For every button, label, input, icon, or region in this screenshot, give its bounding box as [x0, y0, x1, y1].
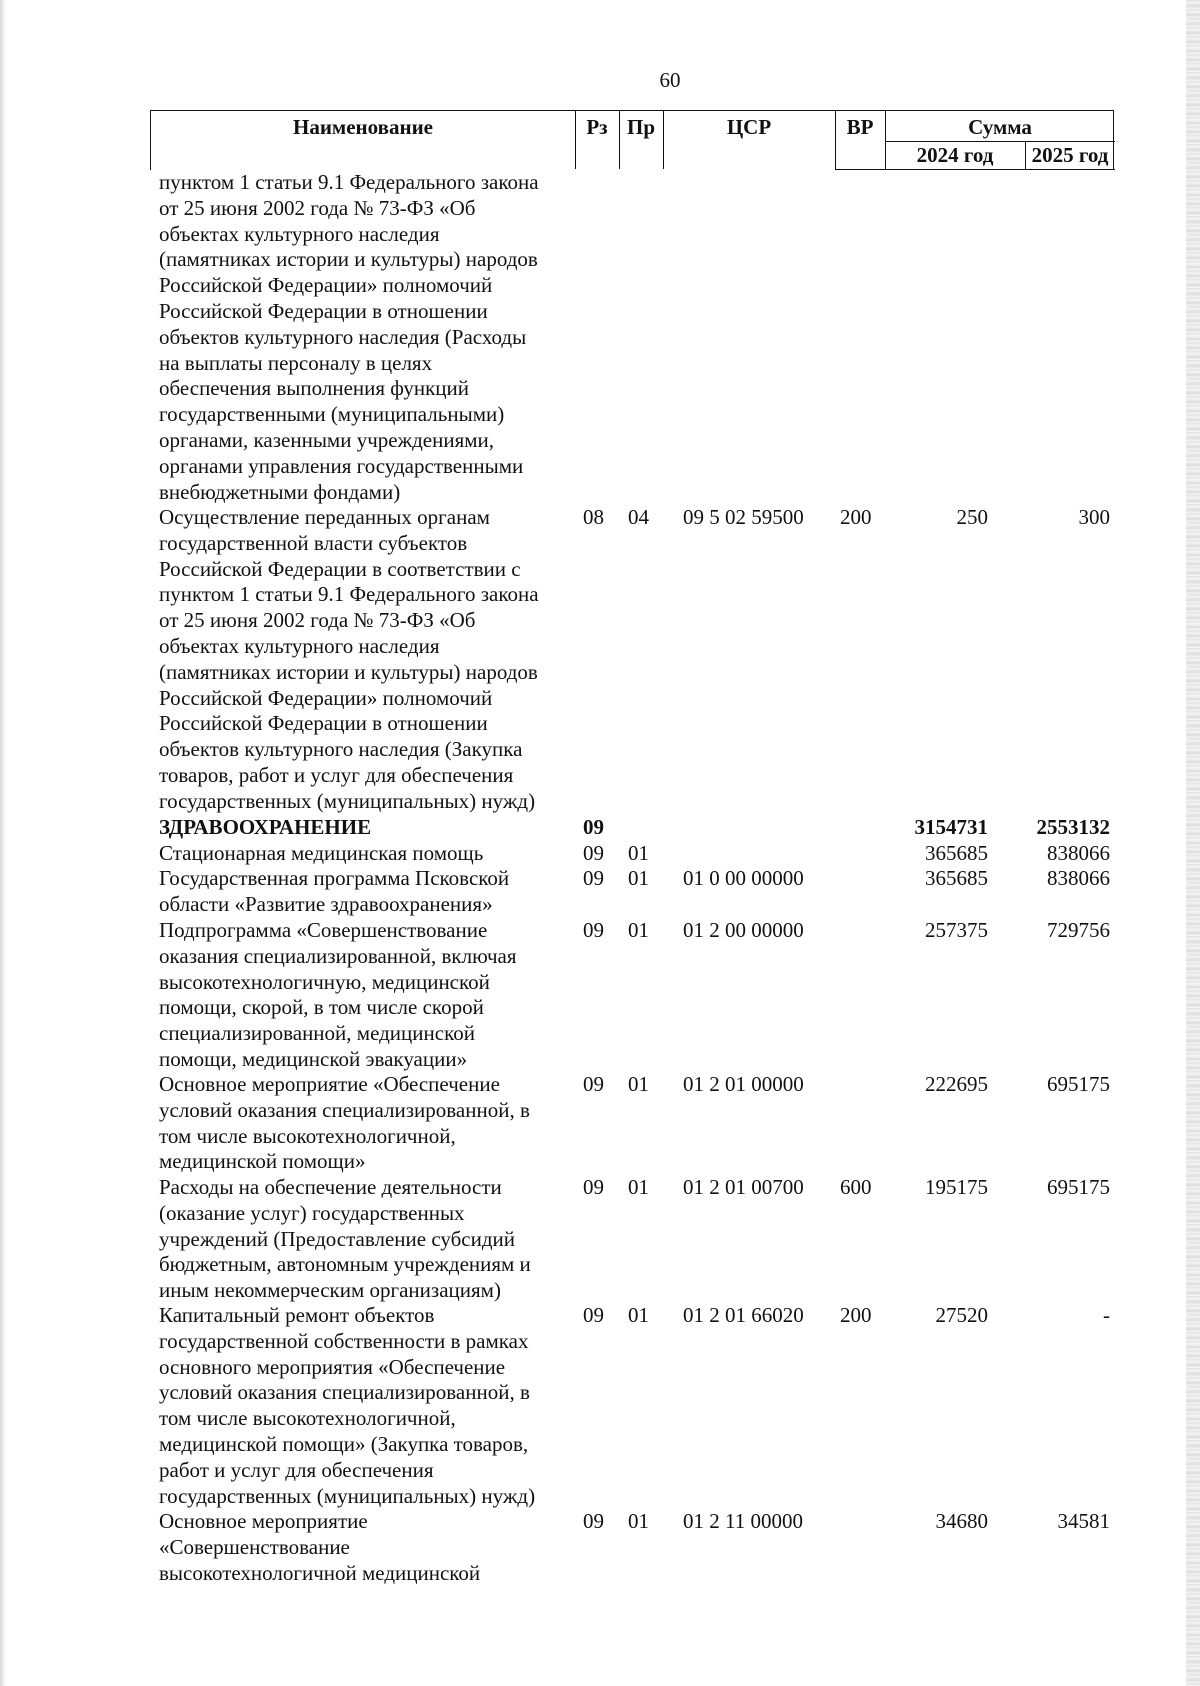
row-sum-2025: 729756 [1047, 918, 1110, 942]
scan-edge-right [1186, 0, 1200, 1686]
row-vr: 200 [840, 1303, 872, 1327]
row-name: Основное мероприятие «Совершенствование высокотехнологичной медицинской [159, 1509, 481, 1585]
row-rz: 09 [583, 866, 604, 890]
header-divider [885, 141, 1115, 142]
row-name: Осуществление переданных органам государственной власти субъектов Российской Федерации в соответствии с пунктом 1 статьи 9.1 Федерального закона от 25 июня 2002 года № 73-ФЗ «Об объектах культурного наследия (памятниках истории и культуры) народов Российской Федерации» полномочий Российской Федерации в отношении объектов культурного наследия (Закупка товаров, работ и услуг для обеспечения государственных (муниципальных) нужд) [159, 505, 539, 813]
row-csr: 01 2 01 00000 [683, 1072, 804, 1096]
header-year-2024: 2024 год [916, 143, 994, 167]
row-vr: 200 [840, 505, 872, 529]
row-csr: 01 2 01 66020 [683, 1303, 804, 1327]
header-name: Наименование [293, 115, 433, 139]
row-pr: 01 [628, 1303, 649, 1327]
row-sum-2025: 838066 [1047, 866, 1110, 890]
header-csr: ЦСР [726, 115, 772, 139]
row-sum-2024: 250 [956, 505, 988, 529]
header-pr: Пр [626, 115, 655, 139]
row-csr: 09 5 02 59500 [683, 505, 804, 529]
row-name: Капитальный ремонт объектов государственной собственности в рамках основного мероприятия «Обеспечение условий оказания специализированной, в том числе высокотехнологичной, медицинской помощи» (Закупка товаров, работ и услуг для обеспечения государственных (муниципальных) нужд) [159, 1303, 536, 1508]
row-pr: 04 [628, 505, 649, 529]
row-pr: 01 [628, 866, 649, 890]
row-pr: 01 [628, 1072, 649, 1096]
row-rz: 08 [583, 505, 604, 529]
row-rz: 09 [583, 815, 604, 839]
row-sum-2024: 365685 [925, 866, 988, 890]
row-sum-2024: 365685 [925, 841, 988, 865]
row-sum-2025: 34581 [1057, 1509, 1110, 1533]
header-sum: Сумма [968, 115, 1032, 139]
row-csr: 01 2 11 00000 [683, 1509, 803, 1533]
row-rz: 09 [583, 1175, 604, 1199]
row-csr: 01 0 00 00000 [683, 866, 804, 890]
row-sum-2025: 695175 [1047, 1175, 1110, 1199]
scan-edge-left [0, 0, 6, 1686]
row-sum-2025: - [1103, 1303, 1110, 1327]
row-name: Расходы на обеспечение деятельности (оказание услуг) государственных учреждений (Предоставление субсидий бюджетным, автономным учреждениям и иным некоммерческим организациям) [159, 1175, 531, 1303]
header-divider [835, 169, 1115, 170]
row-pr: 01 [628, 918, 649, 942]
row-csr: 01 2 00 00000 [683, 918, 804, 942]
row-sum-2025: 2553132 [1036, 815, 1110, 839]
row-rz: 09 [583, 1303, 604, 1327]
row-name: ЗДРАВООХРАНЕНИЕ [159, 815, 372, 839]
table-header [150, 110, 1114, 170]
row-pr: 01 [628, 1175, 649, 1199]
row-pr: 01 [628, 1509, 649, 1533]
row-sum-2025: 838066 [1047, 841, 1110, 865]
row-sum-2024: 27520 [935, 1303, 988, 1327]
row-rz: 09 [583, 1072, 604, 1096]
page-number: 60 [659, 68, 681, 92]
row-sum-2024: 34680 [935, 1509, 988, 1533]
row-name: пунктом 1 статьи 9.1 Федерального закона от 25 июня 2002 года № 73-ФЗ «Об объектах культурного наследия (памятниках истории и культуры) народов Российской Федерации» полномочий Российской Федерации в отношении объектов культурного наследия (Расходы на выплаты персоналу в целях обеспечения выполнения функций государственными (муниципальными) органами, казенными учреждениями, органами управления государственными внебюджетными фондами) [159, 170, 539, 504]
row-sum-2024: 3154731 [914, 815, 988, 839]
row-name: Подпрограмма «Совершенствование оказания специализированной, включая высокотехнологичную, медицинской помощи, скорой, в том числе скорой специализированной, медицинской помощи, медицинской эвакуации» [159, 918, 517, 1071]
row-rz: 09 [583, 1509, 604, 1533]
row-rz: 09 [583, 841, 604, 865]
row-sum-2024: 257375 [925, 918, 988, 942]
header-vr: ВР [846, 115, 874, 139]
header-year-2025: 2025 год [1031, 143, 1109, 167]
row-sum-2025: 695175 [1047, 1072, 1110, 1096]
row-rz: 09 [583, 918, 604, 942]
row-vr: 600 [840, 1175, 872, 1199]
row-name: Государственная программа Псковской области «Развитие здравоохранения» [159, 866, 510, 916]
row-pr: 01 [628, 841, 649, 865]
row-name: Стационарная медицинская помощь [159, 841, 484, 865]
header-rz: Рз [586, 115, 608, 139]
row-sum-2025: 300 [1078, 505, 1110, 529]
row-sum-2024: 195175 [925, 1175, 988, 1199]
row-sum-2024: 222695 [925, 1072, 988, 1096]
row-name: Основное мероприятие «Обеспечение условий оказания специализированной, в том числе высокотехнологичной, медицинской помощи» [159, 1072, 530, 1174]
row-csr: 01 2 01 00700 [683, 1175, 804, 1199]
